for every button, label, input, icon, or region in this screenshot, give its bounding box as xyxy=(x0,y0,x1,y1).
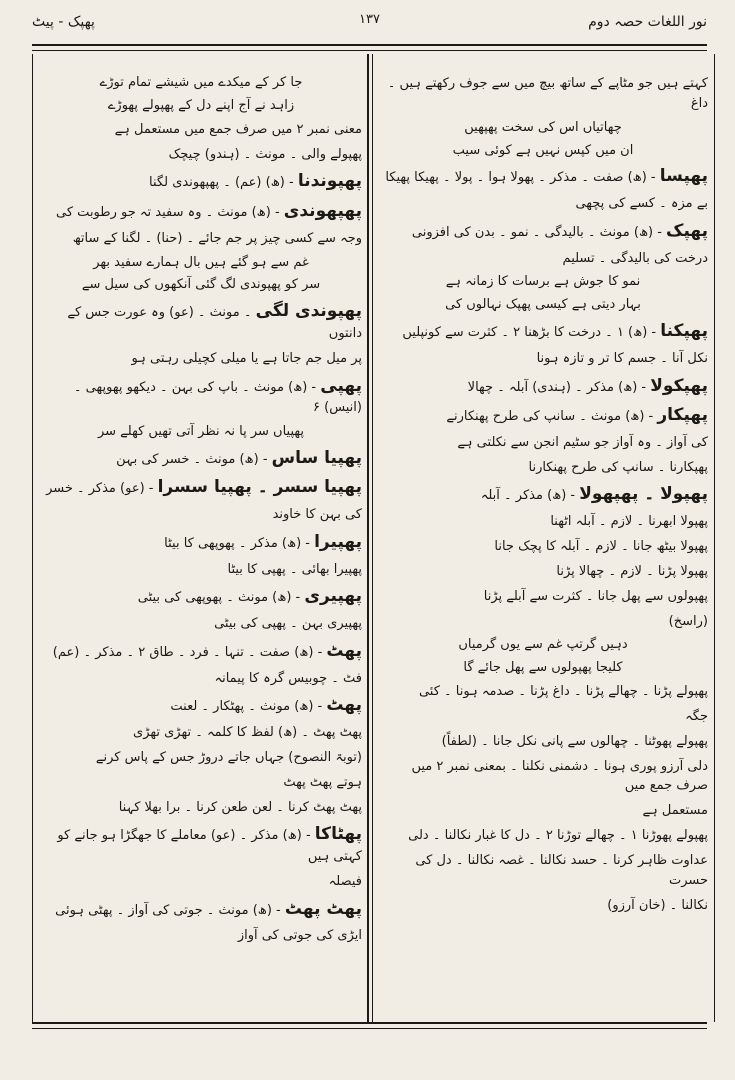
entry-text: (توبۃ النصوح) جہاں جاتے دروڑ جس کے پاس کرنے xyxy=(95,749,362,765)
entry-text: ان میں کپس نہیں ہے کوئی سیب xyxy=(452,142,634,158)
entry-line xyxy=(40,723,362,743)
headword: پھپیا ساس xyxy=(271,447,362,468)
entry-text: ایڑی کی جوتی کی آواز xyxy=(237,928,362,944)
entry-text: درخت کی بالیدگی ۔ تسلیم xyxy=(562,250,708,266)
entry-text: پھپولا بیٹھ جانا ۔ لازم ۔ آبلہ کا پچک جانا xyxy=(494,538,708,554)
entry-line xyxy=(40,926,362,946)
entry-text: پھپیرا بھائی ۔ پھپی کا بیٹا xyxy=(227,561,362,577)
entry-text: پھپیاں سر پا نہ نظر آتی تھیں کھلے سر xyxy=(97,424,305,439)
entry-text: پھپولے پڑنا ۔ چھالے پڑنا ۔ داغ پڑنا ۔ صدمہ ہونا ۔ کئی xyxy=(418,684,708,700)
headword: پھپیا سسر ۔ پھپیا سسرا xyxy=(157,477,362,498)
entry-text: پھپولے والی ۔ مونث ۔ (ہندو) چیچک xyxy=(168,146,362,162)
entry-line xyxy=(40,773,362,793)
entry-line xyxy=(378,349,708,369)
entry-text: - (ھ) مونث ۔ باپ کی بہن ۔ دیکھو پھوپھی ۔ (انیس) ۶ xyxy=(73,379,362,416)
entry-line xyxy=(40,639,362,664)
entry-line xyxy=(378,219,708,244)
entry-line xyxy=(378,562,708,582)
footer-rule-bottom xyxy=(32,1028,707,1029)
page-header xyxy=(32,10,707,38)
entry-text: - (ھ) مونث ۔ پھوپھی کی بیٹی xyxy=(137,590,305,606)
entry-text: وجہ سے کسی چیز پر جم جائے ۔ (حنا) ۔ لگنا کے ساتھ xyxy=(72,230,362,246)
entry-text: چھاتیاں اس کی سخت پھپھیں xyxy=(464,119,622,135)
headword: پھپکار xyxy=(657,405,708,426)
entry-line xyxy=(378,194,708,214)
entry-text: پھپولا ابھرنا ۔ لازم ۔ آبلہ اٹھنا xyxy=(550,514,708,530)
entry-text: - (ھ) مونث ۔ خسر کی بہن xyxy=(116,451,272,467)
entry-line xyxy=(378,403,708,428)
headword: پھپسا xyxy=(659,166,708,187)
verse-line xyxy=(378,659,708,678)
entry-line xyxy=(378,537,708,557)
entry-line xyxy=(40,374,362,418)
verse-line xyxy=(40,97,362,116)
headword: پھپھوندی xyxy=(283,201,362,222)
entry-text: - (عو) مذکر ۔ خسر xyxy=(46,481,158,497)
entry-line xyxy=(40,199,362,224)
right-outer-border xyxy=(714,54,715,1022)
entry-text: پھپولے پھوٹنا ۔ چھالوں سے پانی نکل جانا ۔ (لطفاً) xyxy=(441,733,708,749)
entry-line xyxy=(378,682,708,702)
entry-line xyxy=(40,505,362,525)
entry-text: کہتے ہیں جو مٹاپے کے ساتھ بیچ میں سے جوف رکھتے ہیں ۔ داغ xyxy=(387,76,708,111)
headword: پھٹاکا xyxy=(314,824,362,845)
entry-text: پھٹ پھٹ کرنا ۔ لعن طعن کرنا ۔ برا بھلا کہنا xyxy=(118,799,362,815)
headword: پھٹ xyxy=(326,640,362,661)
entry-text: پھپولا پڑنا ۔ لازم ۔ چھالا پڑنا xyxy=(556,563,708,579)
right-column xyxy=(378,74,708,1014)
entry-line xyxy=(40,446,362,471)
entry-text: پھپکارنا ۔ سانپ کی طرح پھنکارنا xyxy=(528,459,708,475)
column-divider xyxy=(367,54,369,1022)
entry-line xyxy=(378,801,708,821)
entry-text: فٹ ۔ چوبیس گرہ کا پیمانہ xyxy=(214,670,362,686)
entry-text: - (ھ) ۱ ۔ درخت کا بڑھنا ۲ ۔ کثرت سے کونپلیں xyxy=(402,325,661,341)
entry-line xyxy=(378,826,708,846)
headword: پھپی xyxy=(320,375,362,396)
entry-line xyxy=(40,560,362,580)
entry-line xyxy=(378,249,708,269)
entry-line xyxy=(40,822,362,866)
entry-text: - (ھ) صفت ۔ مذکر ۔ پھولا ہوا ۔ پولا ۔ پھیکا پھیکا xyxy=(385,170,660,186)
entry-text: - (ھ) مذکر ۔ آبلہ xyxy=(480,488,580,504)
entry-text: - (ھ) مونث ۔ جوتی کی آواز ۔ پھٹی ہوئی xyxy=(55,902,285,918)
entry-line xyxy=(378,851,708,891)
entry-text: - (ھ) مذکر ۔ (ہندی) آبلہ ۔ چھالا xyxy=(467,379,651,395)
entry-text: سر کو پھپوندی لگ گئی آنکھوں کی سیل سے xyxy=(81,277,321,293)
entry-text: پھپولے پھوڑنا ۱ ۔ چھالے توڑنا ۲ ۔ دل کا غبار نکالنا ۔ دلی xyxy=(408,828,708,844)
entry-text: پر میل جم جاتا ہے یا میلی کچیلی رہتی ہو xyxy=(131,350,362,366)
entry-text: بہار دیتی ہے کیسی پھپک نہالوں کی xyxy=(445,297,641,313)
headword: پھپوندنا xyxy=(297,171,362,192)
page-number: ۱۳۷ xyxy=(359,12,380,27)
entry-text: بے مزہ ۔ کسے کی پچھی xyxy=(575,196,708,212)
entry-text: پھپیری بہن ۔ پھپی کی بیٹی xyxy=(214,616,362,632)
entry-text: عداوت ظاہر کرنا ۔ حسد نکالنا ۔ غصہ نکالنا ۔ دل کی حسرت xyxy=(415,852,708,888)
entry-text: معنی نمبر ۲ میں صرف جمع میں مستعمل ہے xyxy=(114,121,362,137)
entry-text: - (ھ) مذکر ۔ (عو) معاملے کا جھگڑا ہو جانے کو کہتی ہیں xyxy=(57,828,362,865)
entry-line xyxy=(40,145,362,165)
entry-line xyxy=(378,707,708,727)
entry-line xyxy=(378,319,708,344)
verse-line xyxy=(378,142,708,161)
headword: پھٹ پھٹ xyxy=(284,898,362,919)
entry-line xyxy=(378,458,708,478)
headword: پھپولا ۔ پھپھولا xyxy=(579,484,708,505)
entry-line xyxy=(40,748,362,768)
entry-line xyxy=(378,482,708,507)
entry-line xyxy=(40,872,362,892)
entry-line xyxy=(40,614,362,634)
entry-line xyxy=(378,164,708,189)
entry-text: - (ھ) مذکر ۔ پھوپھی کا بیٹا xyxy=(164,535,315,551)
verse-line xyxy=(378,636,708,655)
entry-text: کی بہن کا خاوند xyxy=(272,507,362,523)
entry-text: غم سے ہو گئے ہیں بال ہمارے سفید بھر xyxy=(93,254,309,270)
entry-text: پھپولوں سے پھل جانا ۔ کثرت سے آبلے پڑنا xyxy=(483,588,708,604)
verse-line xyxy=(40,74,362,93)
entry-text: - (ھ) (عم) ۔ پھپھوندی لگنا xyxy=(149,175,298,191)
headword: پھٹ xyxy=(326,695,362,716)
left-outer-border xyxy=(32,54,33,1022)
book-title: نور اللغات حصہ دوم xyxy=(588,14,707,30)
entry-line xyxy=(40,299,362,343)
verse-line xyxy=(378,296,708,315)
headword: پھپیری xyxy=(304,586,362,607)
entry-text: نکالنا ۔ (خان آرزو) xyxy=(607,897,708,913)
left-column xyxy=(40,74,362,1014)
entry-line xyxy=(378,433,708,453)
entry-line xyxy=(378,612,708,632)
entry-line xyxy=(378,74,708,114)
entry-text: - (ھ) مونث ۔ وہ سفید تہ جو رطوبت کی xyxy=(56,205,284,221)
entry-text: جگہ xyxy=(685,708,708,724)
entry-text: - (ھ) مونث ۔ پھٹکار ۔ لعنت xyxy=(170,699,327,715)
entry-line xyxy=(40,120,362,140)
headword: پھپوندی لگی xyxy=(255,301,362,322)
entry-line xyxy=(378,512,708,532)
guide-words: پھپک - پیٹ xyxy=(32,14,95,30)
entry-text: کی آواز ۔ وہ آواز جو سٹیم انجن سے نکلتی ہے xyxy=(457,434,708,450)
entry-line xyxy=(40,897,362,922)
entry-text: نکل آنا ۔ جسم کا تر و تازہ ہونا xyxy=(536,350,708,366)
entry-line xyxy=(40,530,362,555)
entry-line xyxy=(40,669,362,689)
entry-line xyxy=(40,798,362,818)
entry-text: دہیں گرتپ غم سے یوں گرمیاں xyxy=(458,637,628,653)
headword: پھپیرا xyxy=(314,531,362,552)
entry-line xyxy=(40,349,362,369)
header-rule-bottom xyxy=(32,50,707,51)
entry-text: جا کر کے میکدے میں شیشے تمام توڑے xyxy=(99,75,303,90)
verse-line xyxy=(378,273,708,292)
entry-text: کلیجا پھپولوں سے پھل جائے گا xyxy=(463,660,623,676)
headword: پھپکولا xyxy=(650,375,708,396)
entry-text: دلی آرزو پوری ہونا ۔ دشمنی نکلنا ۔ بمعنی نمبر ۲ میں صرف جمع میں xyxy=(411,758,708,794)
entry-text: - (ھ) مونث ۔ سانپ کی طرح پھنکارنے xyxy=(446,409,658,425)
verse-line xyxy=(40,276,362,295)
entry-line xyxy=(378,757,708,797)
entry-text: فیصلہ xyxy=(328,873,362,889)
verse-line xyxy=(378,119,708,138)
header-rule-top xyxy=(32,44,707,46)
entry-text: پھٹ پھٹ ۔ (ھ) لفظ کا کلمہ ۔ تھڑی تھڑی xyxy=(133,725,362,741)
entry-line xyxy=(40,475,362,500)
entry-line xyxy=(40,229,362,249)
column-divider-inner xyxy=(372,54,373,1022)
entry-text: ۔ مونث ۔ (عو) وہ عورت جس کے دانتوں xyxy=(67,305,362,341)
verse-line xyxy=(40,254,362,273)
entry-text: - (ھ) مونث ۔ بالیدگی ۔ نمو ۔ بدن کی افزونی xyxy=(411,224,667,240)
entry-line xyxy=(378,374,708,399)
entry-text: نمو کا جوش ہے برسات کا زمانہ ہے xyxy=(445,274,641,290)
entry-text: زاہد نے آج اپنے دل کے پھپولے پھوڑے xyxy=(107,97,295,113)
entry-line xyxy=(40,693,362,718)
entry-text: - (ھ) صفت ۔ تنہا ۔ فرد ۔ طاق ۲ ۔ مذکر ۔ (عم) xyxy=(52,644,327,660)
entry-text: (راسخ) xyxy=(668,613,708,629)
entry-line xyxy=(378,587,708,607)
entry-line xyxy=(378,732,708,752)
entry-line xyxy=(40,169,362,194)
entry-line xyxy=(378,896,708,916)
headword: پھپکنا xyxy=(660,321,708,342)
entry-text: ہوتے پھٹ پھٹ xyxy=(283,774,362,790)
footer-rule-top xyxy=(32,1022,707,1024)
verse-line xyxy=(40,423,362,442)
entry-line xyxy=(40,584,362,609)
entry-text: مستعمل ہے xyxy=(642,803,708,819)
headword: پھپک xyxy=(666,220,708,241)
